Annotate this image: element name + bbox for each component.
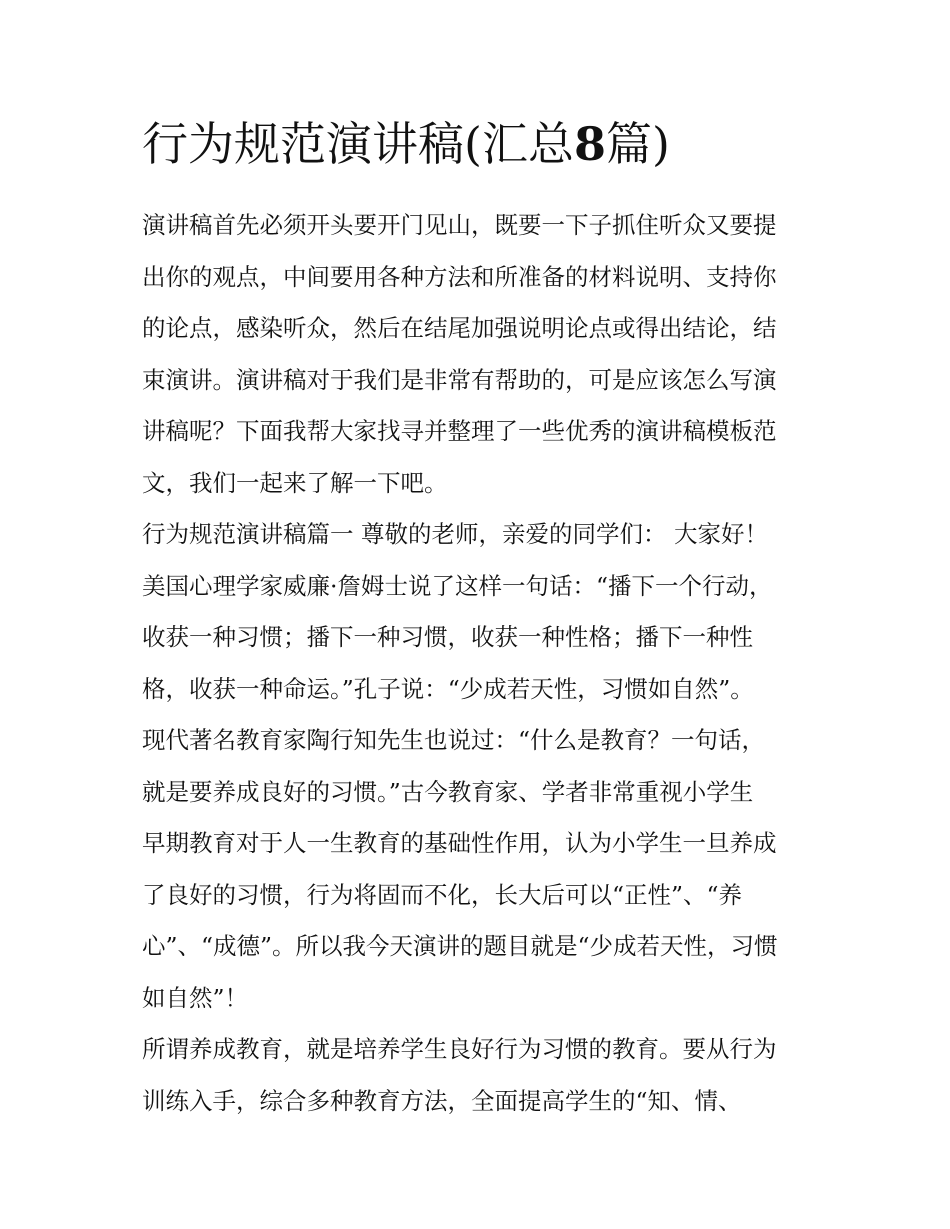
document-title bbox=[142, 112, 810, 176]
text-line: 收获一种习惯；播下一种习惯，收获一种性格；播下一种性 bbox=[142, 623, 753, 651]
title-number: 8 bbox=[573, 117, 606, 171]
document-body bbox=[142, 200, 810, 1127]
text-line: 心”、“成德”。所以我今天演讲的题目就是“少成若天性，习惯 bbox=[142, 932, 778, 960]
text-line: 美国心理学家威廉·詹姆士说了这样一句话：“播下一个行动， bbox=[142, 571, 773, 600]
text-line: 演讲稿首先必须开头要开门见山，既要一下子抓住听众又要提 bbox=[142, 211, 777, 239]
text-line: 文，我们一起来了解一下吧。 bbox=[142, 468, 448, 497]
text-line: 束演讲。演讲稿对于我们是非常有帮助的，可是应该怎么写演 bbox=[142, 365, 777, 394]
text-line: 的论点，感染听众，然后在结尾加强说明论点或得出结论，结 bbox=[142, 314, 777, 342]
text-line: 行为规范演讲稿篇一 尊敬的老师，亲爱的同学们： 大家好！ bbox=[142, 520, 768, 548]
intro-paragraph bbox=[142, 200, 810, 509]
text-line: 所谓养成教育，就是培养学生良好行为习惯的教育。要从行为 bbox=[142, 1035, 777, 1063]
text-line: 就是要养成良好的习惯。”古今教育家、学者非常重视小学生 bbox=[142, 777, 754, 806]
text-line: 早期教育对于人一生教育的基础性作用，认为小学生一旦养成 bbox=[142, 829, 777, 857]
speech-one-paragraph bbox=[142, 509, 810, 1024]
text-line: 讲稿呢？下面我帮大家找寻并整理了一些优秀的演讲稿模板范 bbox=[142, 417, 777, 445]
text-line: 现代著名教育家陶行知先生也说过：“什么是教育？一句话， bbox=[142, 726, 766, 754]
text-line: 了良好的习惯，行为将固而不化，长大后可以“正性”、“养 bbox=[142, 880, 743, 909]
title-suffix: 篇) bbox=[605, 117, 670, 171]
text-line: 训练入手，综合多种教育方法，全面提高学生的“知、情、 bbox=[142, 1086, 742, 1115]
text-line: 如自然”！ bbox=[142, 983, 249, 1012]
text-line: 出你的观点，中间要用各种方法和所准备的材料说明、支持你 bbox=[142, 262, 777, 291]
nurture-education-paragraph bbox=[142, 1024, 810, 1127]
text-line: 格，收获一种命运。”孔子说：“少成若天性，习惯如自然”。 bbox=[142, 674, 754, 703]
title-text: 行为规范演讲稿(汇总 bbox=[142, 117, 574, 171]
